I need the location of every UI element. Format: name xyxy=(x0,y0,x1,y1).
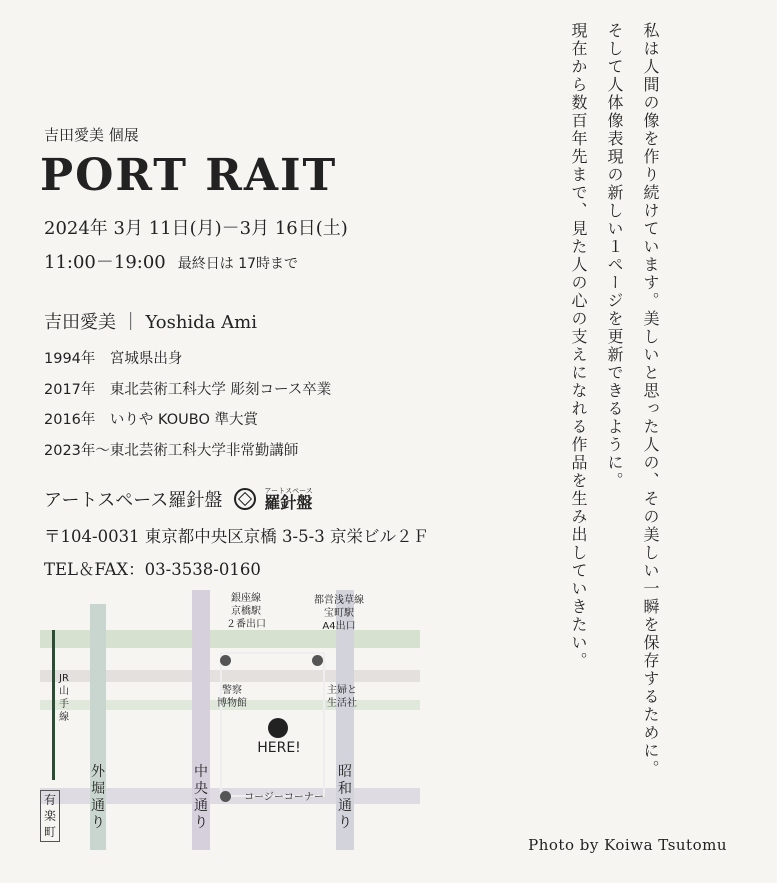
here-marker xyxy=(268,718,288,738)
hours-note: 最終日は 17時まで xyxy=(177,256,299,272)
bio-item: 2023年～東北芸術工科大学非常勤講師 xyxy=(44,442,299,459)
sotobori-label: 外堀通り xyxy=(91,764,105,831)
hours-text: 11:00－19:00 xyxy=(44,252,166,273)
exhibition-subtitle: 吉田愛美 個展 xyxy=(44,126,139,144)
statement-line-3: 現在から数百年先まで、見た人の心の支えになれる作品を生み出していきたい。 xyxy=(569,22,588,670)
compass-icon xyxy=(234,488,256,510)
bio-item: 1994年 宮城県出身 xyxy=(44,351,183,367)
corner-marker xyxy=(220,791,231,802)
statement-line-1: 私は人間の像を作り続けています。美しいと思った人の、その美しい一瞬を保存するために。 xyxy=(641,22,660,778)
venue-tel: TEL＆FAX：03-3538-0160 xyxy=(44,560,261,579)
here-label: HERE! xyxy=(257,740,301,756)
artist-name: 吉田愛美 ｜ Yoshida Ami xyxy=(44,312,257,333)
venue xyxy=(44,486,313,512)
access-map xyxy=(40,590,430,860)
exhibition-hours xyxy=(44,248,298,274)
logo-small-text: アートスペース xyxy=(264,486,313,495)
bio-item: 2016年 いりや KOUBO 準大賞 xyxy=(44,412,258,428)
jr-line xyxy=(52,630,55,780)
logo-big-text: 羅針盤 xyxy=(264,492,313,512)
exhibition-title: PORT RAIT xyxy=(40,150,338,201)
venue-logo xyxy=(234,488,312,511)
statement-line-2: そして人体像表現の新しい１ページを更新できるように。 xyxy=(605,22,624,490)
yurakucho-label: 有楽町 xyxy=(40,790,60,842)
exit-marker xyxy=(312,655,323,666)
museum-label: 警察 博物館 xyxy=(217,685,247,709)
station-asakusa-label: 都営浅草線 宝町駅 A4出口 xyxy=(314,595,364,632)
shufu-label: 主婦と 生活社 xyxy=(327,685,357,709)
showa-label: 昭和通り xyxy=(338,764,352,831)
artist-bio xyxy=(44,344,331,466)
exhibition-dates: 2024年 3月 11日(月)－3月 16日(土) xyxy=(44,218,348,239)
jr-label: JR山手線 xyxy=(59,673,69,723)
station-ginza-label: 銀座線 京橋駅 ２番出口 xyxy=(226,593,266,630)
chuo-label: 中央通り xyxy=(194,764,208,831)
bio-item: 2017年 東北芸術工科大学 彫刻コース卒業 xyxy=(44,381,332,398)
photo-credit: Photo by Koiwa Tsutomu xyxy=(528,836,727,854)
venue-address: 〒104-0031 東京都中央区京橋 3-5-3 京栄ビル２Ｆ xyxy=(44,527,429,546)
venue-name: アートスペース羅針盤 xyxy=(44,490,223,511)
exit-marker xyxy=(220,655,231,666)
corner-label: コージーコーナー xyxy=(244,792,324,803)
